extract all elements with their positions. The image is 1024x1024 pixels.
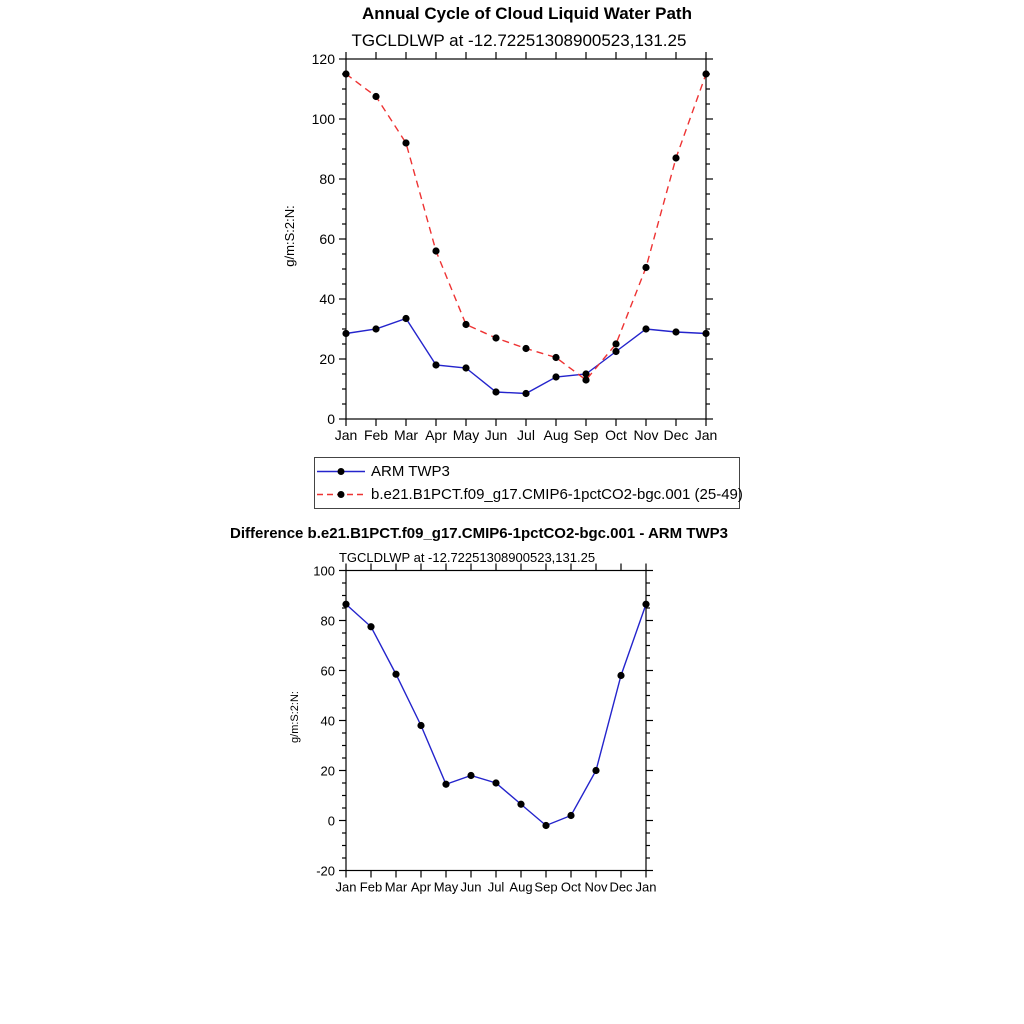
y-tick-label: 0 bbox=[327, 813, 335, 829]
data-point bbox=[492, 779, 499, 786]
x-tick-label: Feb bbox=[359, 879, 383, 895]
chart2-title: Difference b.e21.B1PCT.f09_g17.CMIP6-1pctCO2-bgc.001 - ARM TWP3 bbox=[230, 525, 728, 542]
y-tick-label: 100 bbox=[313, 563, 335, 579]
data-point bbox=[462, 321, 469, 328]
data-point bbox=[552, 354, 559, 361]
data-point bbox=[702, 70, 709, 77]
data-point bbox=[342, 70, 349, 77]
chart2-y-axis-label: g/m:S:2:N: bbox=[289, 691, 301, 743]
chart1-y-axis-label: g/m:S:2:N: bbox=[282, 205, 297, 267]
x-tick-label: Aug bbox=[509, 879, 533, 895]
data-point bbox=[617, 672, 624, 679]
y-tick-label: 80 bbox=[320, 613, 335, 629]
data-point bbox=[462, 364, 469, 371]
chart2-subtitle: TGCLDLWP at -12.72251308900523,131.25 bbox=[338, 550, 596, 565]
x-tick-label: Apr bbox=[425, 427, 447, 443]
data-point bbox=[592, 767, 599, 774]
legend-label: ARM TWP3 bbox=[371, 463, 450, 480]
legend-dot bbox=[338, 468, 345, 475]
legend-dot bbox=[338, 491, 345, 498]
chart1-subtitle: TGCLDLWP at -12.72251308900523,131.25 bbox=[351, 31, 687, 50]
y-tick-label: 100 bbox=[311, 111, 335, 127]
chart2-plot bbox=[313, 564, 656, 895]
x-tick-label: Dec bbox=[663, 427, 689, 443]
x-tick-label: Jan bbox=[335, 879, 357, 895]
x-tick-label: Feb bbox=[363, 427, 389, 443]
x-tick-label: Jun bbox=[484, 427, 508, 443]
series-b-e21-b1pct-f09-g17-cmip6-1pctco2-bgc-001-25-49- bbox=[342, 70, 709, 383]
y-axis bbox=[312, 51, 713, 427]
x-tick-label: May bbox=[433, 879, 459, 895]
y-tick-label: 40 bbox=[320, 713, 335, 729]
y-tick-label: 60 bbox=[320, 663, 335, 679]
x-tick-label: Jan bbox=[635, 879, 657, 895]
data-point bbox=[582, 376, 589, 383]
series-difference bbox=[342, 601, 649, 829]
data-point bbox=[372, 93, 379, 100]
series-line bbox=[346, 604, 646, 825]
y-tick-label: 80 bbox=[319, 171, 335, 187]
x-tick-label: Dec bbox=[609, 879, 633, 895]
solid-line-marker-icon bbox=[315, 465, 369, 478]
data-point bbox=[612, 340, 619, 347]
x-tick-label: Mar bbox=[384, 879, 408, 895]
x-tick-label: Sep bbox=[534, 879, 558, 895]
legend-label: b.e21.B1PCT.f09_g17.CMIP6-1pctCO2-bgc.001 (25-49) bbox=[371, 486, 743, 503]
x-tick-label: Aug bbox=[543, 427, 569, 443]
chart1-plot bbox=[312, 51, 718, 443]
x-tick-label: Oct bbox=[560, 879, 582, 895]
y-tick-label: 40 bbox=[319, 291, 335, 307]
y-axis bbox=[313, 564, 653, 879]
y-tick-label: -20 bbox=[316, 863, 335, 879]
data-point bbox=[642, 264, 649, 271]
data-point bbox=[522, 345, 529, 352]
data-point bbox=[372, 325, 379, 332]
data-point bbox=[342, 601, 349, 608]
y-tick-label: 0 bbox=[327, 411, 335, 427]
plot-frame bbox=[346, 59, 706, 419]
x-tick-label: Mar bbox=[393, 427, 419, 443]
x-tick-label: Apr bbox=[410, 879, 432, 895]
data-point bbox=[542, 822, 549, 829]
data-point bbox=[467, 772, 474, 779]
data-point bbox=[672, 154, 679, 161]
data-point bbox=[432, 247, 439, 254]
legend-item-arm-twp3 bbox=[315, 460, 739, 483]
data-point bbox=[367, 623, 374, 630]
x-axis bbox=[336, 564, 657, 895]
chart1-title: Annual Cycle of Cloud Liquid Water Path bbox=[362, 4, 692, 23]
legend-item-model-run bbox=[315, 483, 743, 506]
x-tick-label: Jul bbox=[517, 427, 535, 443]
y-tick-label: 120 bbox=[311, 51, 335, 67]
data-point bbox=[442, 781, 449, 788]
data-point bbox=[492, 334, 499, 341]
data-point bbox=[417, 722, 424, 729]
data-point bbox=[642, 601, 649, 608]
data-point bbox=[342, 330, 349, 337]
y-tick-label: 60 bbox=[319, 231, 335, 247]
legend bbox=[314, 457, 743, 509]
series-line bbox=[346, 319, 706, 394]
data-point bbox=[402, 139, 409, 146]
data-point bbox=[552, 373, 559, 380]
data-point bbox=[402, 315, 409, 322]
plot-frame bbox=[346, 571, 646, 871]
y-tick-label: 20 bbox=[319, 351, 335, 367]
dashed-line-marker-icon bbox=[315, 488, 369, 501]
x-axis bbox=[335, 52, 718, 443]
data-point bbox=[672, 328, 679, 335]
x-tick-label: Nov bbox=[584, 879, 608, 895]
data-point bbox=[567, 812, 574, 819]
series-arm-twp3 bbox=[342, 315, 709, 397]
x-tick-label: Jun bbox=[460, 879, 482, 895]
x-tick-label: Jan bbox=[694, 427, 718, 443]
data-point bbox=[522, 390, 529, 397]
series-line bbox=[346, 74, 706, 380]
x-tick-label: Jan bbox=[334, 427, 358, 443]
data-point bbox=[492, 388, 499, 395]
x-tick-label: Sep bbox=[573, 427, 599, 443]
data-point bbox=[642, 325, 649, 332]
data-point bbox=[392, 671, 399, 678]
y-tick-label: 20 bbox=[320, 763, 335, 779]
x-tick-label: Jul bbox=[487, 879, 505, 895]
data-point bbox=[612, 348, 619, 355]
data-point bbox=[517, 801, 524, 808]
data-point bbox=[432, 361, 439, 368]
data-point bbox=[702, 330, 709, 337]
x-tick-label: May bbox=[452, 427, 480, 443]
x-tick-label: Oct bbox=[605, 427, 627, 443]
x-tick-label: Nov bbox=[633, 427, 659, 443]
